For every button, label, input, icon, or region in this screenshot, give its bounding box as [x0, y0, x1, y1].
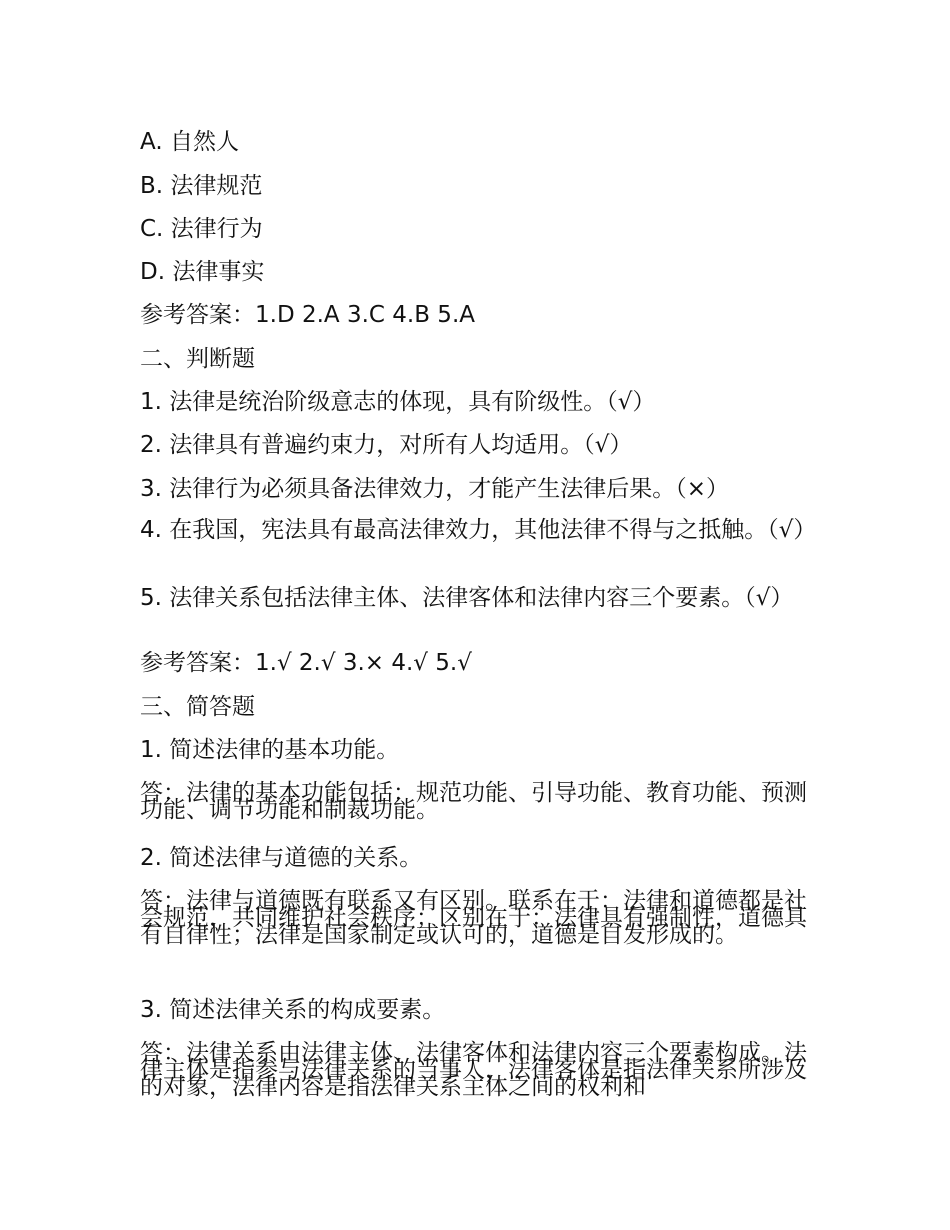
option-c: C. 法律行为 — [140, 216, 263, 242]
tf-item-3: 3. 法律行为必须具备法律效力，才能产生法律后果。（×） — [140, 476, 730, 502]
option-a: A. 自然人 — [140, 129, 239, 155]
section-heading-true-false: 二、判断题 — [140, 346, 255, 372]
tf-item-2: 2. 法律具有普遍约束力，对所有人均适用。（√） — [140, 432, 633, 458]
short-answer-3: 答：法律关系由法律主体、法律客体和法律内容三个要素构成。法律主体是指参与法律关系的当事人，法律客体是指法律关系所涉及的对象，法律内容是指法律关系主体之间的权利和 — [140, 1040, 807, 1100]
section-heading-short-answer: 三、简答题 — [140, 694, 255, 720]
document-page — [140, 0, 815, 1230]
short-answer-1: 答：法律的基本功能包括：规范功能、引导功能、教育功能、预测功能、调节功能和制裁功能。 — [140, 780, 807, 823]
tf-item-1: 1. 法律是统治阶级意志的体现，具有阶级性。（√） — [140, 389, 656, 415]
mc-answer-key: 参考答案：1.D 2.A 3.C 4.B 5.A — [140, 302, 475, 328]
short-question-3: 3. 简述法律关系的构成要素。 — [140, 997, 446, 1023]
option-d: D. 法律事实 — [140, 259, 265, 285]
short-answer-2: 答：法律与道德既有联系又有区别。联系在于：法律和道德都是社会规范，共同维护社会秩序；区别在于：法律具有强制性，道德具有自律性；法律是国家制定或认可的，道德是自发形成的。 — [140, 888, 807, 948]
short-question-2: 2. 简述法律与道德的关系。 — [140, 845, 423, 871]
option-b: B. 法律规范 — [140, 173, 263, 199]
tf-item-4: 4. 在我国，宪法具有最高法律效力，其他法律不得与之抵触。（√） — [140, 517, 817, 543]
short-question-1: 1. 简述法律的基本功能。 — [140, 737, 400, 763]
tf-answer-key: 参考答案：1.√ 2.√ 3.× 4.√ 5.√ — [140, 650, 472, 676]
tf-item-5: 5. 法律关系包括法律主体、法律客体和法律内容三个要素。（√） — [140, 585, 794, 611]
